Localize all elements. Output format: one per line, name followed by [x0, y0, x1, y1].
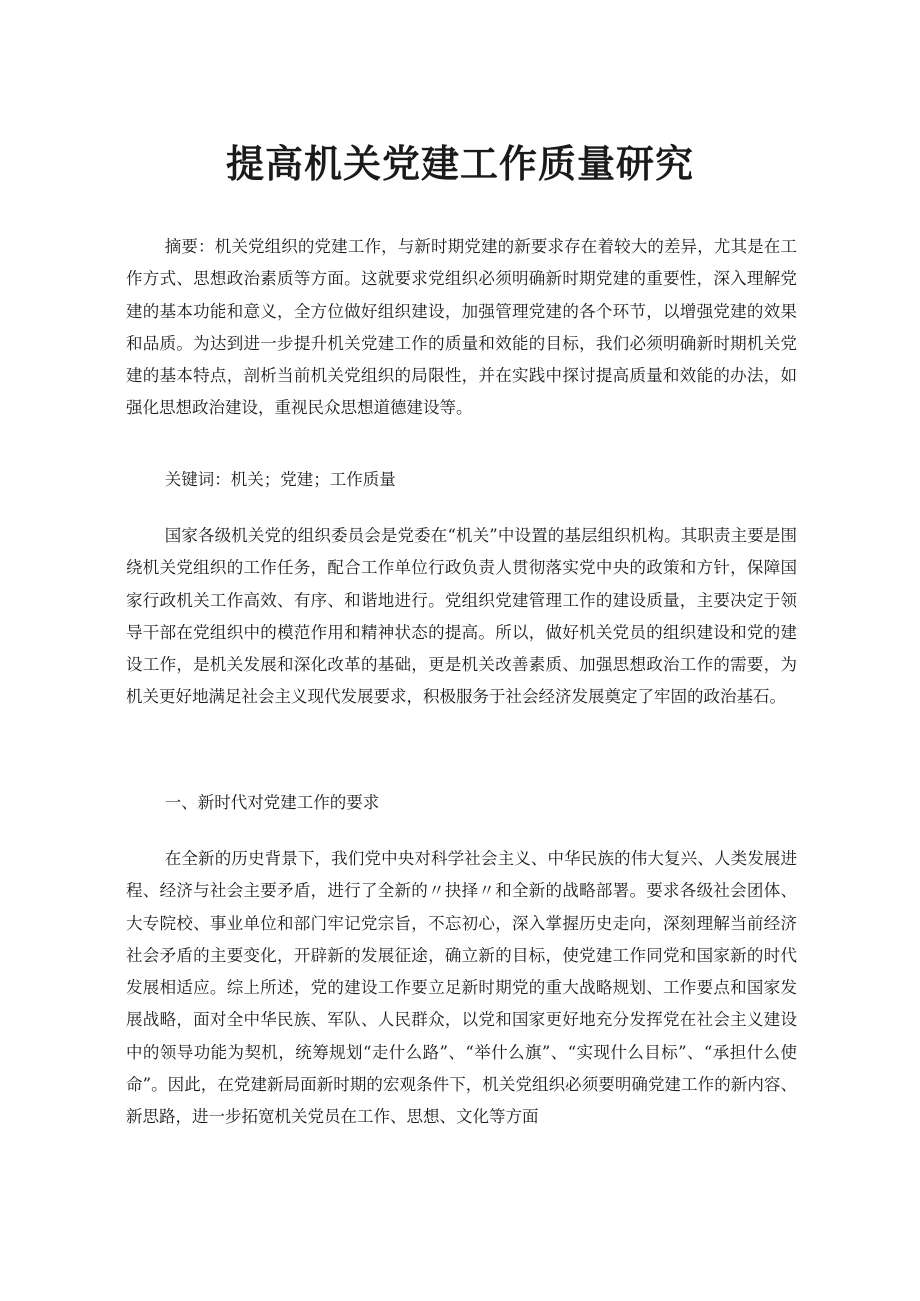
section-body-paragraph: 在全新的历史背景下，我们党中央对科学社会主义、中华民族的伟大复兴、人类发展进程、经济与社会主要矛盾，进行了全新的〃抉择〃和全新的战略部署。要求各级社会团体、大专院校、事业单位和部门牢记党宗旨，不忘初心，深入掌握历史走向，深刻理解当前经济社会矛盾的主要变化，开辟新的发展征途，确立新的目标，使党建工作同党和国家新的时代发展相适应。综上所述，党的建设工作要立足新时期党的重大战略规划、工作要点和国家发展战略，面对全中华民族、军队、人民群众，以党和国家更好地充分发挥党在社会主义建设中的领导功能为契机，统筹规划“走什么路”、“举什么旗”、“实现什么目标”、“承担什么使命”。因此，在党建新局面新时期的宏观条件下，机关党组织必须要明确党建工作的新内容、新思路，进一步拓宽机关党员在工作、思想、文化等方面: [126, 849, 797, 1127]
section-heading: 一、新时代对党建工作的要求: [164, 793, 380, 812]
intro-paragraph: 国家各级机关党的组织委员会是党委在“机关”中设置的基层组织机构。其职责主要是围绕机关党组织的工作任务，配合工作单位行政负责人贯彻落实党中央的政策和方针，保障国家行政机关工作高效、有序、和谐地进行。党组织党建管理工作的建设质量，主要决定于领导干部在党组织中的模范作用和精神状态的提高。所以，做好机关党员的组织建设和党的建设工作，是机关发展和深化改革的基础，更是机关改善素质、加强思想政治工作的需要，为机关更好地满足社会主义现代发展要求，积极服务于社会经济发展奠定了牢固的政治基石。: [126, 526, 797, 707]
keywords-line: 关键词：机关；党建；工作质量: [164, 470, 396, 489]
abstract-paragraph: 摘要：机关党组织的党建工作，与新时期党建的新要求存在着较大的差异，尤其是在工作方式、思想政治素质等方面。这就要求党组织必须明确新时期党建的重要性，深入理解党建的基本功能和意义，全方位做好组织建设，加强管理党建的各个环节，以增强党建的效果和品质。为达到进一步提升机关党建工作的质量和效能的目标，我们必须明确新时期机关党建的基本特点，剖析当前机关党组织的局限性，并在实践中探讨提高质量和效能的办法，如强化思想政治建设，重视民众思想道德建设等。: [126, 237, 797, 418]
document-title: 提高机关党建工作质量研究: [225, 141, 694, 186]
